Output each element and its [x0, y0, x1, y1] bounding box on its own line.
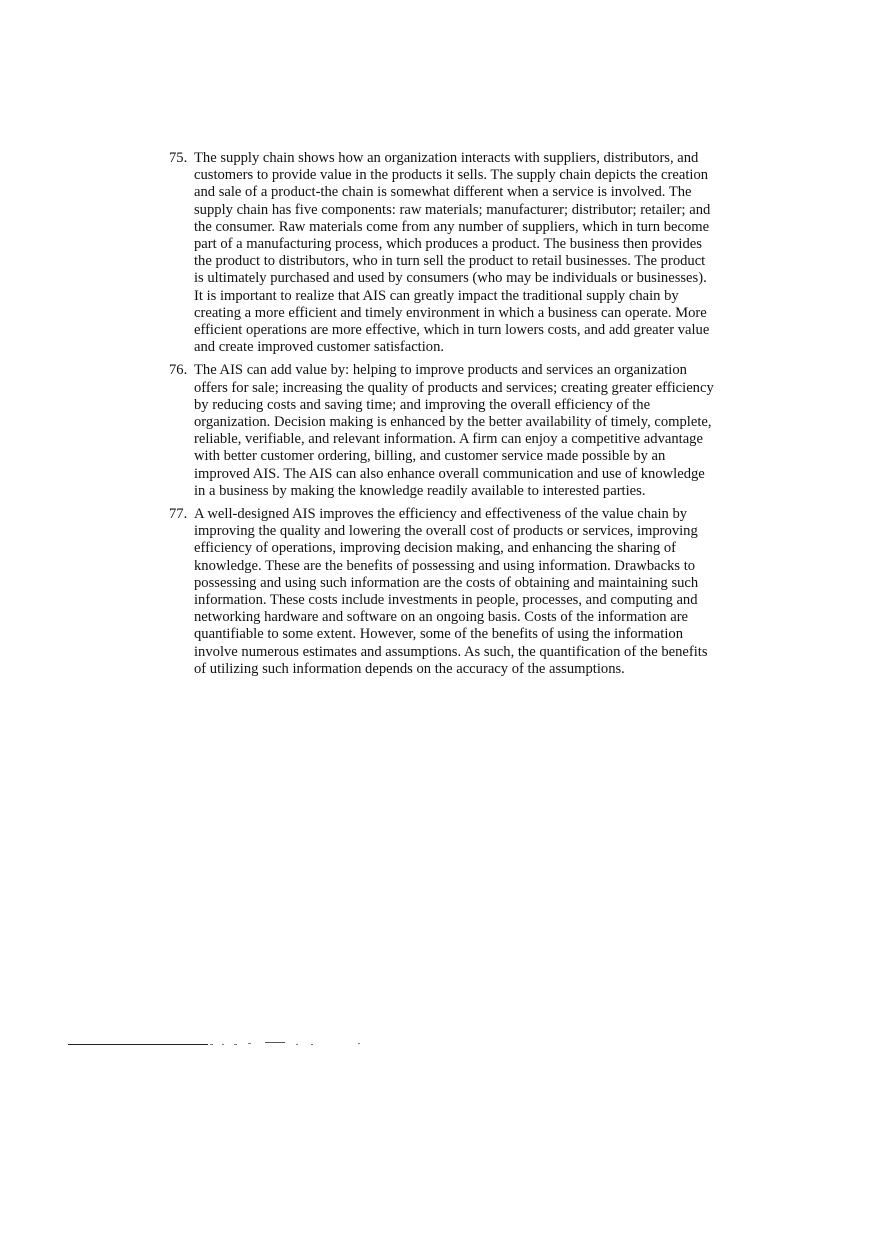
answer-text: A well-designed AIS improves the efficiency and effectiveness of the value chain by improving the quality and lowering the overall cost of products or services, improving efficiency of operations, improving decision making, and enhancing the sharing of knowledge. These are the benefits of possessing and using information. Drawbacks to possessing and using such information are the costs of obtaining and maintaining such information. These costs include investments in people, processes, and computing and networking hardware and software on an ongoing basis. Costs of the information are quantifiable to some extent. However, some of the benefits of using the information involve numerous estimates and assumptions. As such, the quantification of the benefits of utilizing such information depends on the accuracy of the assumptions.	[194, 506, 708, 677]
answer-item-77	[169, 506, 714, 678]
answer-item-76	[169, 362, 714, 500]
answer-text: The AIS can add value by: helping to improve products and services an organization offers for sale; increasing the quality of products and services; creating greater efficiency by reducing costs and saving time; and improving the overall efficiency of the organization. Decision making is enhanced by the better availability of timely, complete, reliable, verifiable, and relevant information. A firm can enjoy a competitive advantage with better customer ordering, billing, and customer service made possible by an improved AIS. The AIS can also enhance overall communication and use of knowledge in a business by making the knowledge readily available to interested parties.	[194, 362, 714, 499]
scan-mark	[296, 1044, 298, 1045]
scan-mark	[248, 1043, 251, 1044]
answer-number: 77.	[169, 506, 188, 523]
scan-mark	[234, 1044, 237, 1045]
scan-mark	[210, 1044, 213, 1045]
answer-list	[169, 150, 714, 684]
scan-mark	[265, 1042, 285, 1043]
answer-item-75	[169, 150, 714, 356]
answer-text: The supply chain shows how an organization interacts with suppliers, distributors, and customers to provide value in the products it sells. The supply chain depicts the creation and sale of a product-the chain is somewhat different when a service is involved. The supply chain has five components: raw materials; manufacturer; distributor; retailer; and the consumer. Raw materials come from any number of suppliers, which in turn become part of a manufacturing process, which produces a product. The business then provides the product to distributors, who in turn sell the product to retail businesses. The product is ultimately purchased and used by consumers (who may be individuals or businesses). It is important to realize that AIS can greatly impact the traditional supply chain by creating a more efficient and timely environment in which a business can operate. More efficient operations are more effective, which in turn lowers costs, and add greater value and create improved customer satisfaction.	[194, 150, 711, 356]
scan-mark	[222, 1044, 224, 1045]
answer-number: 76.	[169, 362, 188, 379]
answer-number: 75.	[169, 150, 188, 166]
scan-mark	[358, 1043, 360, 1044]
footnote-divider	[68, 1044, 208, 1045]
scan-artifact-marks	[208, 1040, 368, 1048]
scan-mark	[311, 1044, 313, 1045]
